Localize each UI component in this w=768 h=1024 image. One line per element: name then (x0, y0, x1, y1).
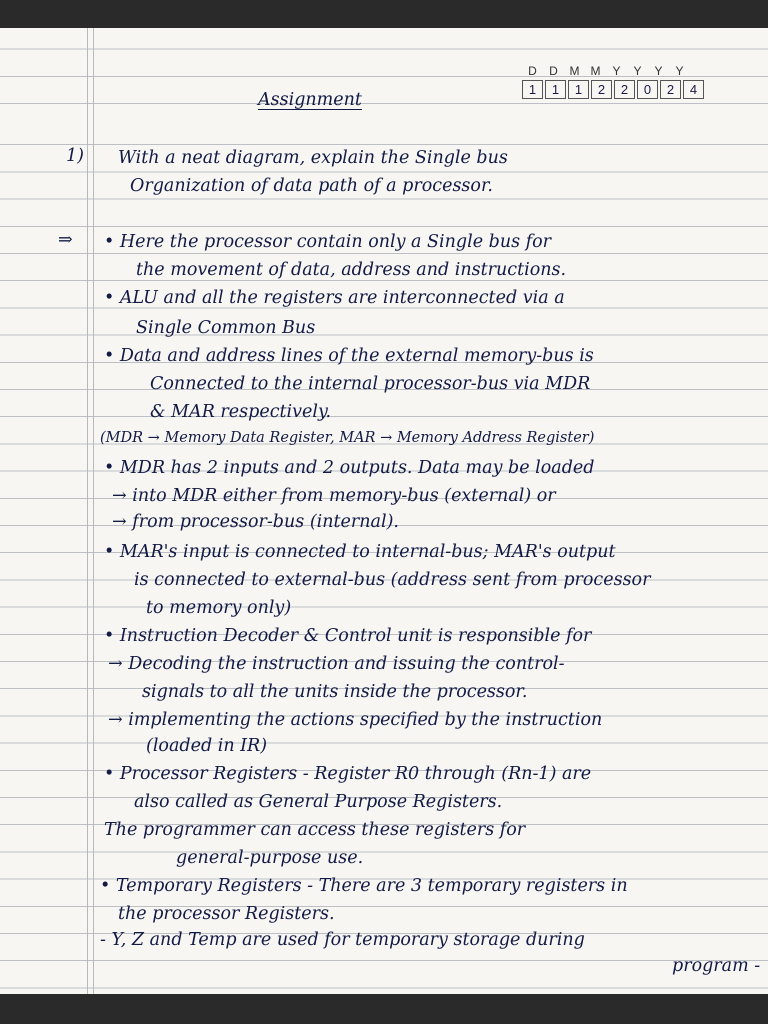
answer-line: → from processor-bus (internal). (112, 512, 399, 532)
date-digit: 2 (660, 80, 681, 99)
question-text-line: Organization of data path of a processor. (130, 176, 493, 196)
margin-line-left (87, 28, 88, 994)
date-digit: 2 (591, 80, 612, 99)
answer-line: • Here the processor contain only a Single bus for (104, 232, 552, 252)
answer-line: The programmer can access these registers for (104, 820, 526, 840)
date-header-letter: D (528, 64, 537, 78)
date-digit: 2 (614, 80, 635, 99)
date-header-letter: Y (675, 64, 684, 78)
answer-line: → into MDR either from memory-bus (external) or (112, 486, 556, 506)
margin-line-right (93, 28, 94, 994)
date-digits (522, 80, 706, 99)
answer-line: the movement of data, address and instructions. (136, 260, 567, 280)
date-header-letter: M (569, 64, 580, 78)
date-digit: 4 (683, 80, 704, 99)
answer-line: Connected to the internal processor-bus via MDR (150, 374, 591, 394)
date-header-letter: Y (654, 64, 663, 78)
date-header-letter: D (549, 64, 558, 78)
date-header-letter: Y (612, 64, 621, 78)
question-text-line: With a neat diagram, explain the Single bus (118, 148, 508, 168)
answer-line: signals to all the units inside the processor. (142, 682, 528, 702)
date-digit: 1 (545, 80, 566, 99)
answer-line: Single Common Bus (136, 318, 316, 338)
answer-line: to memory only) (146, 598, 292, 618)
answer-line: → Decoding the instruction and issuing the control- (108, 654, 565, 674)
answer-line: & MAR respectively. (150, 402, 332, 422)
answer-line: • Data and address lines of the external memory-bus is (104, 346, 594, 366)
date-digit: 0 (637, 80, 658, 99)
notebook-page (0, 28, 768, 994)
answer-line: (MDR → Memory Data Register, MAR → Memory Address Register) (100, 430, 595, 446)
answer-line: • Instruction Decoder & Control unit is responsible for (104, 626, 592, 646)
answer-line: (loaded in IR) (146, 736, 268, 756)
answer-line: • ALU and all the registers are interconnected via a (104, 288, 565, 308)
date-header-letter: M (590, 64, 601, 78)
date-header-letter: Y (633, 64, 642, 78)
question-number: 1) (66, 146, 84, 166)
date-digit: 1 (568, 80, 589, 99)
answer-line: - Y, Z and Temp are used for temporary storage during (100, 930, 585, 950)
answer-line: • MDR has 2 inputs and 2 outputs. Data may be loaded (104, 458, 595, 478)
date-digit: 1 (522, 80, 543, 99)
answer-line: • Processor Registers - Register R0 through (Rn-1) are (104, 764, 592, 784)
date-header (522, 64, 706, 78)
answer-arrow: ⇒ (58, 230, 73, 250)
answer-line: general-purpose use. (176, 848, 364, 868)
answer-line: program - (672, 956, 761, 976)
answer-line: the processor Registers. (118, 904, 335, 924)
answer-line: also called as General Purpose Registers. (134, 792, 503, 812)
page-title: Assignment (258, 90, 362, 110)
answer-line: • MAR's input is connected to internal-bus; MAR's output (104, 542, 616, 562)
answer-line: • Temporary Registers - There are 3 temporary registers in (100, 876, 628, 896)
answer-line: is connected to external-bus (address sent from processor (134, 570, 651, 590)
date-box (522, 64, 706, 99)
answer-line: → implementing the actions specified by the instruction (108, 710, 603, 730)
